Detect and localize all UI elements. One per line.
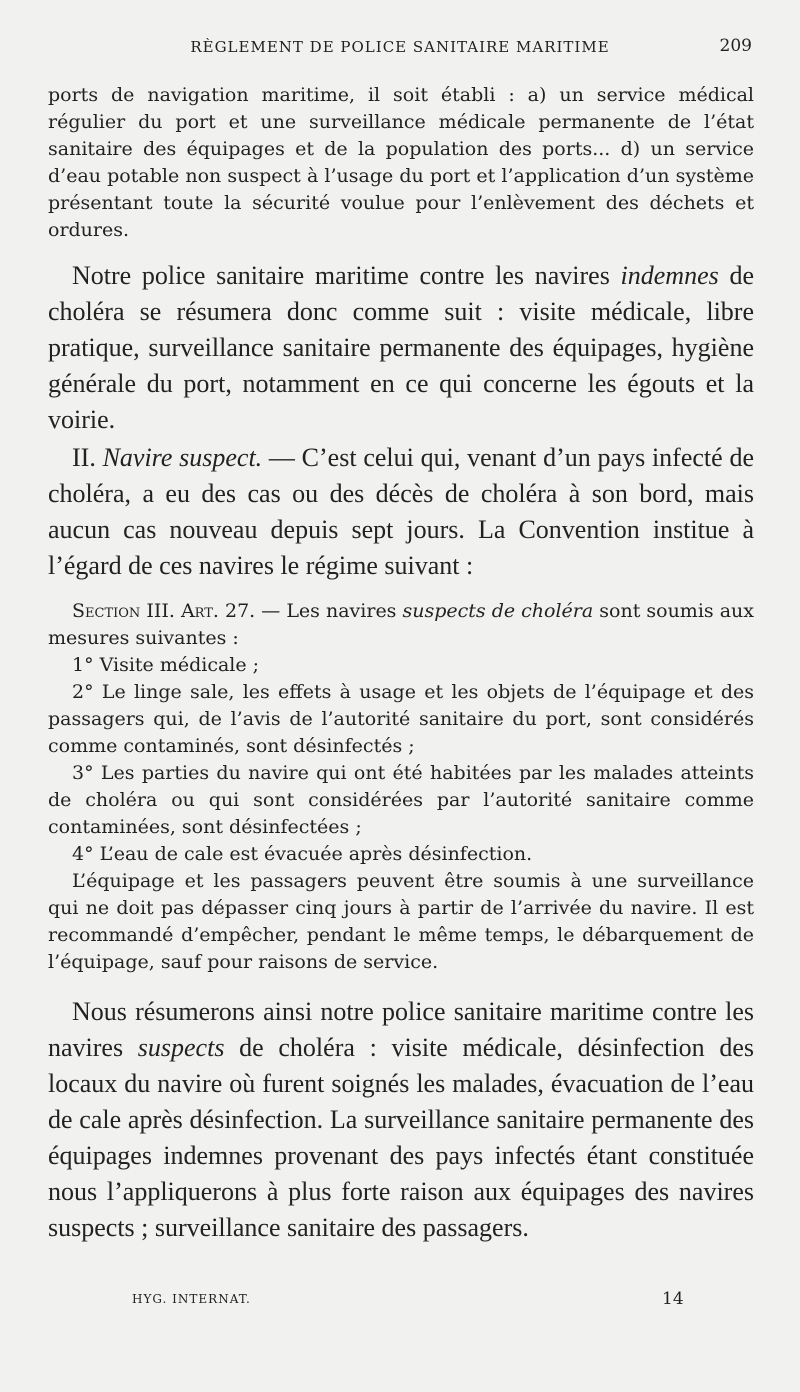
signature-mark: HYG. INTERNAT. <box>132 1292 251 1306</box>
page-number: 209 <box>719 36 752 56</box>
emphasis: indemnes <box>620 261 719 290</box>
paragraph-navire-suspect <box>48 440 754 584</box>
quote-item: 3° Les parties du navire qui ont été habitées par les malades atteints de choléra ou qui sont considérées par l’autorité sanitaire comme contaminées, sont désinfectées ; <box>48 762 754 838</box>
paragraph-text: ports de navigation maritime, il soit établi : a) un service médical régulier du port et une surveillance médicale permanente de l’état sanitaire des équipages et de la population des ports... d) un service d’eau potable non suspect à l’usage du port et l’application d’un système présentant toute la sécurité voulue pour l’enlèvement des déchets et ordures. <box>48 84 754 241</box>
sheet-number: 14 <box>662 1289 684 1309</box>
quote-intro: Section III. Art. 27. — Les navires suspects de choléra sont soumis aux mesures suivantes : <box>48 600 754 649</box>
paragraph-text: II. Navire suspect. — C’est celui qui, venant d’un pays infecté de choléra, a eu des cas ou des décès de choléra à son bord, mais aucun cas nouveau depuis sept jours. La Convention institue à l’égard de ces navires le régime suivant : <box>48 443 754 580</box>
running-head <box>48 34 752 62</box>
paragraph-continued <box>48 82 754 244</box>
quote-item: 4° L’eau de cale est évacuée après désinfection. <box>72 843 533 865</box>
section-heading: Navire suspect. <box>102 443 263 472</box>
paragraph-text: Notre police sanitaire maritime contre les navires indemnes de choléra se résumera donc comme suit : visite médicale, libre pratique, surveillance sanitaire permanente des équipages, hygiène générale du port, notamment en ce qui concerne les égouts et la voirie. <box>48 261 754 434</box>
quote-closing: L’équipage et les passagers peuvent être soumis à une surveillance qui ne doit pas dépasser cinq jours à partir de l’arrivée du navire. Il est recommandé d’empêcher, pendant le même temps, le débarquement de l’équipage, sauf pour raisons de service. <box>48 870 754 973</box>
paragraph-summary <box>48 994 754 1246</box>
page-footer <box>48 1289 752 1316</box>
quote-item: 1° Visite médicale ; <box>72 654 260 676</box>
quote-item: 2° Le linge sale, les effets à usage et les objets de l’équipage et des passagers qui, de l’avis de l’autorité sanitaire du port, sont considérés comme contaminés, sont désinfectés ; <box>48 681 754 757</box>
article-reference: Section III. Art. 27. <box>72 600 256 622</box>
convention-quote <box>48 598 754 976</box>
paragraph-text: Nous résumerons ainsi notre police sanitaire maritime contre les navires suspects de choléra : visite médicale, désinfection des locaux du navire où furent soignés les malades, évacuation de l’eau de cale après désinfection. La surveillance sanitaire permanente des équipages indemnes provenant des pays infectés étant constituée nous l’appliquerons à plus forte raison aux équipages des navires suspects ; surveillance sanitaire des passagers. <box>48 997 754 1242</box>
emphasis: suspects <box>137 1033 225 1062</box>
paragraph-indemnes <box>48 258 754 438</box>
running-title: RÈGLEMENT DE POLICE SANITAIRE MARITIME <box>190 38 610 56</box>
